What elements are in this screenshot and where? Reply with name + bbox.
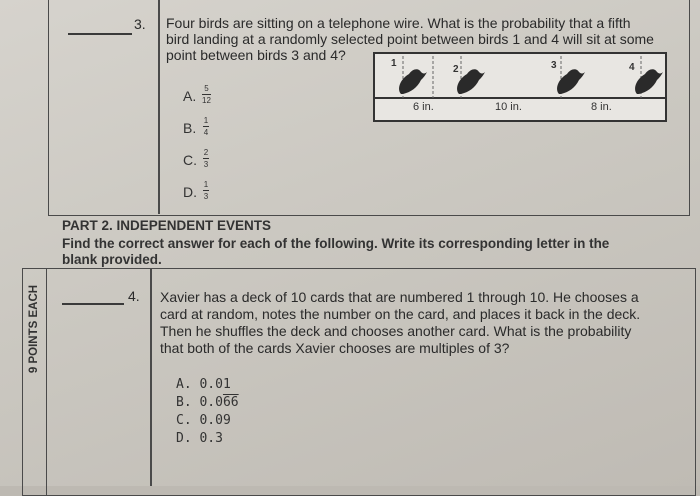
q3-choice-d bbox=[183, 184, 197, 200]
distance-label-3-4: 8 in. bbox=[591, 101, 612, 113]
q4-choice-d-letter: D. bbox=[176, 431, 192, 446]
question-4-text-line-3: Then he shuffles the deck and chooses another card. What is the probability bbox=[160, 323, 632, 339]
part-2-instruction-line-2: blank provided. bbox=[62, 252, 162, 267]
question-4-text-line-2: card at random, notes the number on the card, and places it back in the deck. bbox=[160, 306, 641, 322]
q3-choice-a-denominator: 12 bbox=[202, 96, 211, 105]
q4-choice-c-letter: C. bbox=[176, 413, 192, 428]
q3-choice-d-fraction bbox=[203, 180, 209, 201]
q4-choice-b-value-repeating: 66 bbox=[222, 395, 239, 410]
answer-blank-4[interactable] bbox=[62, 303, 124, 305]
q4-choice-d-value: 0.3 bbox=[199, 431, 223, 446]
bird-number-4: 4 bbox=[629, 62, 635, 73]
bird-number-3: 3 bbox=[551, 60, 557, 71]
bird-wire-figure bbox=[373, 52, 667, 122]
q3-choice-a-numerator: 5 bbox=[204, 84, 209, 93]
q4-choice-a bbox=[176, 377, 231, 392]
points-each-label: 9 POINTS EACH bbox=[28, 284, 40, 374]
q4-choice-a-value: 0.01 bbox=[199, 377, 231, 392]
bird-number-2: 2 bbox=[453, 64, 459, 75]
q3-choice-d-letter: D. bbox=[183, 184, 197, 200]
question-3-divider bbox=[158, 0, 160, 214]
q4-choice-b bbox=[176, 395, 239, 410]
question-4-text-line-1: Xavier has a deck of 10 cards that are numbered 1 through 10. He chooses a bbox=[160, 289, 639, 305]
q3-choice-b-denominator: 4 bbox=[203, 128, 209, 137]
distance-label-2-3: 10 in. bbox=[495, 101, 522, 113]
q4-choice-c bbox=[176, 413, 231, 428]
question-3-text-line-3: point between birds 3 and 4? bbox=[166, 47, 346, 63]
question-3-text-line-2: bird landing at a randomly selected point between birds 1 and 4 will sit at some bbox=[166, 31, 654, 47]
q3-choice-d-numerator: 1 bbox=[203, 180, 209, 189]
q4-choice-a-letter: A. bbox=[176, 377, 192, 392]
q4-choice-b-value-prefix: 0.0 bbox=[199, 395, 223, 410]
question-3-text-line-1: Four birds are sitting on a telephone wire. What is the probability that a fifth bbox=[166, 15, 631, 31]
q3-choice-b-numerator: 1 bbox=[203, 116, 209, 125]
q3-choice-b-fraction bbox=[203, 116, 209, 137]
question-4-divider bbox=[150, 269, 152, 486]
part-2-title: PART 2. INDEPENDENT EVENTS bbox=[62, 218, 272, 233]
q3-choice-c-fraction bbox=[203, 148, 209, 169]
q4-choice-b-letter: B. bbox=[176, 395, 192, 410]
question-4-number: 4. bbox=[128, 288, 140, 304]
q3-choice-d-denominator: 3 bbox=[203, 192, 209, 201]
q4-choice-d bbox=[176, 431, 223, 446]
bird-number-1: 1 bbox=[391, 58, 397, 69]
q3-choice-c-letter: C. bbox=[183, 152, 197, 168]
q3-choice-c bbox=[183, 152, 197, 168]
answer-blank-3[interactable] bbox=[68, 33, 132, 35]
q3-choice-a-fraction bbox=[202, 84, 211, 105]
q3-choice-b-letter: B. bbox=[183, 120, 197, 136]
part-2-instruction-line-1: Find the correct answer for each of the following. Write its corresponding letter in the bbox=[62, 236, 610, 251]
q3-choice-c-numerator: 2 bbox=[203, 148, 209, 157]
q3-choice-b bbox=[183, 120, 196, 136]
q3-choice-a-letter: A. bbox=[183, 88, 197, 104]
q3-choice-a bbox=[183, 88, 196, 104]
question-3-number: 3. bbox=[134, 16, 146, 32]
question-4-text-line-4: that both of the cards Xavier chooses are multiples of 3? bbox=[160, 340, 510, 356]
q3-choice-c-denominator: 3 bbox=[203, 160, 209, 169]
q4-choice-c-value: 0.09 bbox=[199, 413, 231, 428]
distance-label-1-2: 6 in. bbox=[413, 101, 434, 113]
